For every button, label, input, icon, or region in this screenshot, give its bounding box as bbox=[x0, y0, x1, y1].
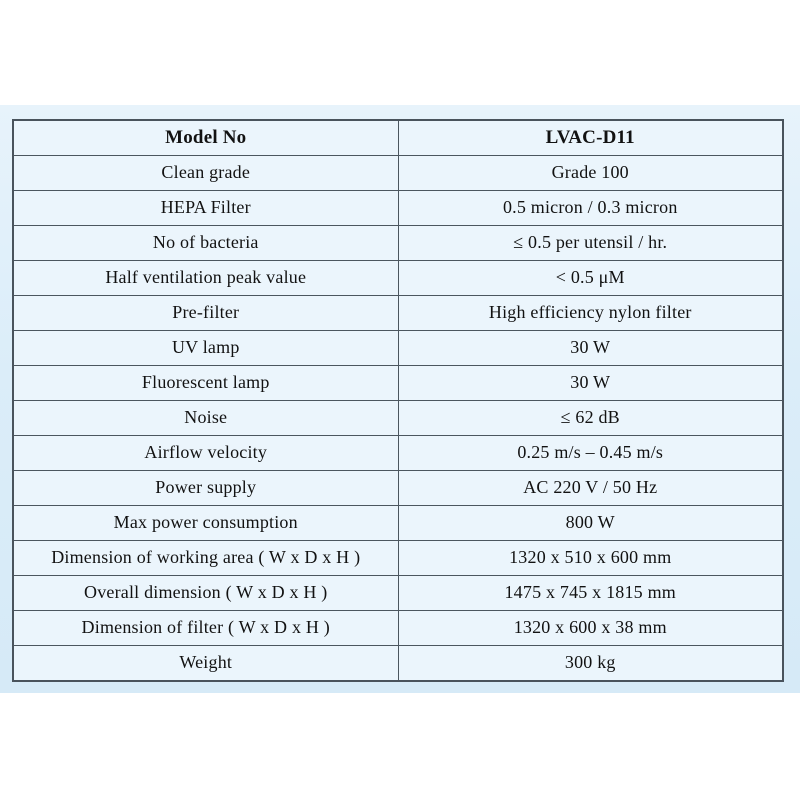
table-row bbox=[13, 366, 783, 401]
table-row bbox=[13, 576, 783, 611]
spec-value: 30 W bbox=[398, 331, 783, 366]
table-row bbox=[13, 120, 783, 156]
table-row bbox=[13, 191, 783, 226]
spec-value: 1475 x 745 x 1815 mm bbox=[398, 576, 783, 611]
table-row bbox=[13, 471, 783, 506]
spec-label: Weight bbox=[13, 646, 398, 682]
spec-label: UV lamp bbox=[13, 331, 398, 366]
spec-value: ≤ 62 dB bbox=[398, 401, 783, 436]
spec-label: Clean grade bbox=[13, 156, 398, 191]
table-row bbox=[13, 401, 783, 436]
spec-value: 0.5 micron / 0.3 micron bbox=[398, 191, 783, 226]
spec-value: 0.25 m/s – 0.45 m/s bbox=[398, 436, 783, 471]
spec-label: Fluorescent lamp bbox=[13, 366, 398, 401]
spec-value: 1320 x 510 x 600 mm bbox=[398, 541, 783, 576]
spec-value: 800 W bbox=[398, 506, 783, 541]
spec-value: 300 kg bbox=[398, 646, 783, 682]
table-row bbox=[13, 436, 783, 471]
spec-value: LVAC-D11 bbox=[398, 120, 783, 156]
spec-label: Dimension of working area ( W x D x H ) bbox=[13, 541, 398, 576]
spec-label: Dimension of filter ( W x D x H ) bbox=[13, 611, 398, 646]
spec-value: ≤ 0.5 per utensil / hr. bbox=[398, 226, 783, 261]
spec-value: High efficiency nylon filter bbox=[398, 296, 783, 331]
spec-value: 30 W bbox=[398, 366, 783, 401]
spec-label: HEPA Filter bbox=[13, 191, 398, 226]
table-row bbox=[13, 226, 783, 261]
spec-label: Power supply bbox=[13, 471, 398, 506]
spec-label: Model No bbox=[13, 120, 398, 156]
spec-label: Airflow velocity bbox=[13, 436, 398, 471]
spec-table-body bbox=[13, 120, 783, 681]
table-row bbox=[13, 331, 783, 366]
table-row bbox=[13, 541, 783, 576]
spec-label: Half ventilation peak value bbox=[13, 261, 398, 296]
spec-table bbox=[12, 119, 784, 682]
spec-label: Pre-filter bbox=[13, 296, 398, 331]
spec-value: AC 220 V / 50 Hz bbox=[398, 471, 783, 506]
spec-value: < 0.5 μM bbox=[398, 261, 783, 296]
spec-value: 1320 x 600 x 38 mm bbox=[398, 611, 783, 646]
table-row bbox=[13, 646, 783, 682]
spec-value: Grade 100 bbox=[398, 156, 783, 191]
table-row bbox=[13, 296, 783, 331]
table-row bbox=[13, 261, 783, 296]
spec-label: Noise bbox=[13, 401, 398, 436]
spec-label: No of bacteria bbox=[13, 226, 398, 261]
table-row bbox=[13, 156, 783, 191]
table-row bbox=[13, 506, 783, 541]
table-row bbox=[13, 611, 783, 646]
spec-label: Max power consumption bbox=[13, 506, 398, 541]
spec-label: Overall dimension ( W x D x H ) bbox=[13, 576, 398, 611]
